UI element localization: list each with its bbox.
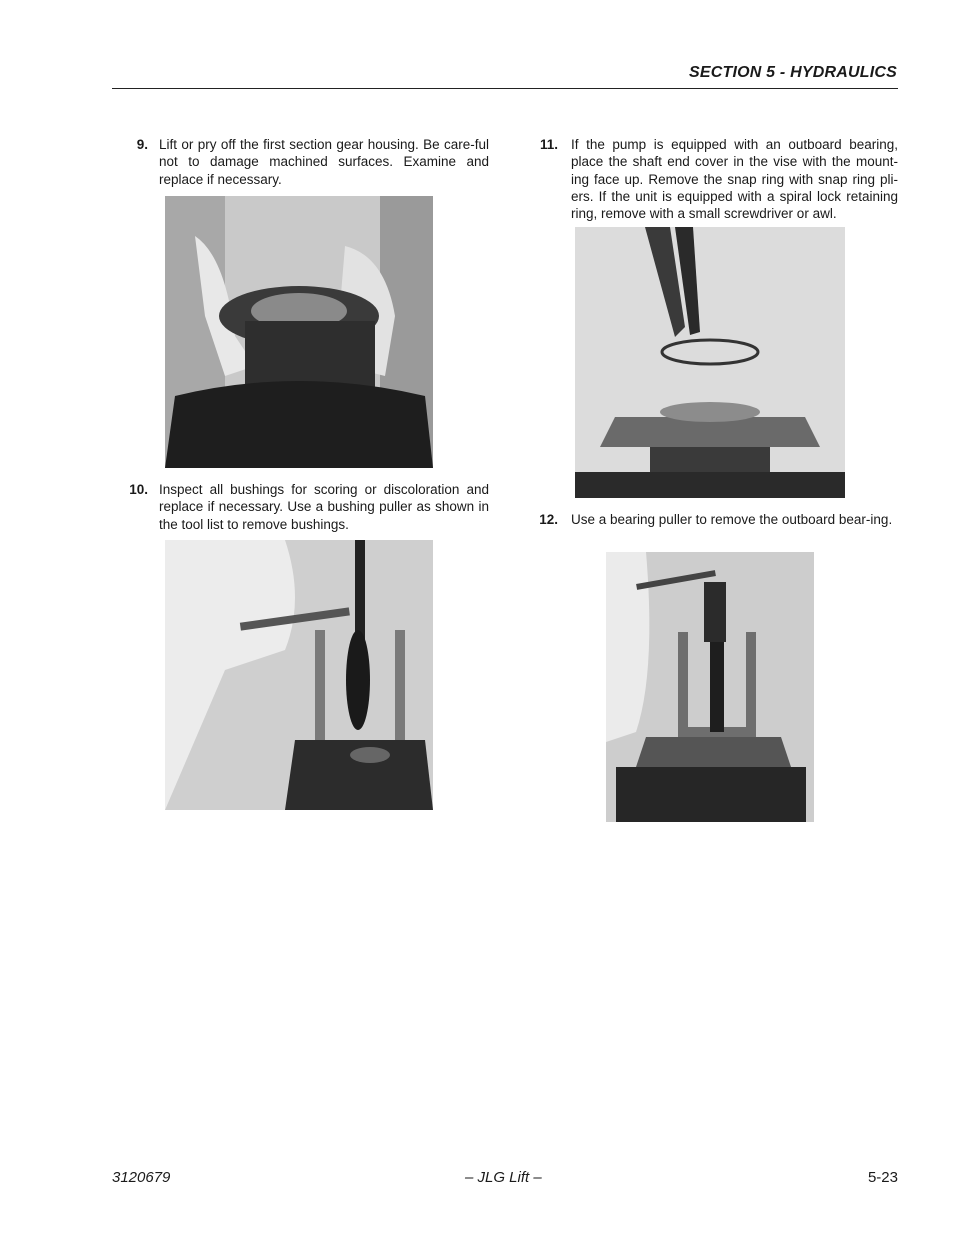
step-11	[522, 136, 899, 224]
step-text: Inspect all bushings for scoring or discoloration and replace if necessary. Use a bushing puller as shown in the tool list to remove bushings.	[159, 482, 489, 532]
header-divider	[112, 88, 898, 89]
gear-housing-photo	[165, 196, 433, 468]
bushing-puller-photo	[165, 540, 433, 810]
step-10	[112, 481, 489, 535]
step-text: Lift or pry off the first section gear housing. Be care-ful not to damage machined surfaces. Examine and replace if necessary.	[159, 137, 489, 187]
page-number: 5-23	[867, 1169, 898, 1186]
footer-center-label: – JLG Lift –	[465, 1169, 542, 1186]
step-number: 11.	[539, 137, 558, 152]
bearing-puller-photo	[606, 552, 814, 822]
step-12	[522, 511, 899, 547]
step-number: 10.	[129, 482, 148, 497]
step-text: Use a bearing puller to remove the outboard bear-ing.	[571, 512, 893, 527]
step-text: If the pump is equipped with an outboard bearing, place the shaft end cover in the vise with the mount-ing face up. Remove the snap ring with snap ring pli-ers. If the unit is equipped with a spiral lock retaining ring, remove with a small screwdriver or awl.	[571, 137, 898, 222]
step-number: 12.	[539, 512, 558, 527]
step-9	[112, 136, 489, 190]
document-number: 3120679	[112, 1169, 171, 1186]
step-number: 9.	[136, 137, 148, 152]
section-title: SECTION 5 - HYDRAULICS	[689, 64, 897, 81]
snap-ring-pliers-photo	[575, 227, 845, 498]
